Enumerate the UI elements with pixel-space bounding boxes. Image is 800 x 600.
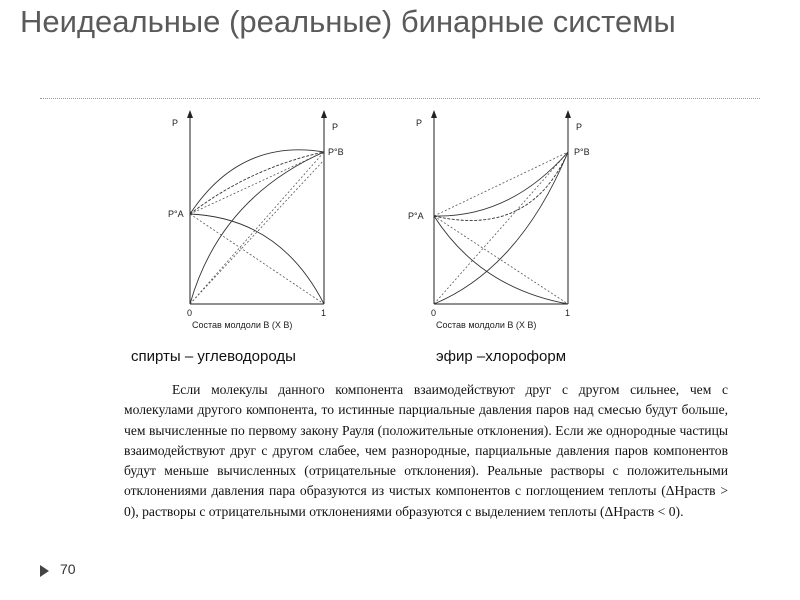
x-tick-start: 0 <box>187 308 193 318</box>
real-total-curve <box>434 152 568 216</box>
caption-right: эфир –хлороформ <box>436 348 567 365</box>
real-total-curve <box>190 150 324 214</box>
x-tick-start: 0 <box>431 308 437 318</box>
slide-title: Неидеальные (реальные) бинарные системы <box>20 4 676 39</box>
ideal-total-line <box>190 152 324 214</box>
ideal-partial-b-line <box>434 152 568 304</box>
y-axis-right-label: P <box>576 122 583 132</box>
y-axis-left-label: P <box>416 118 423 128</box>
pressure-b-label: P°B <box>328 147 344 157</box>
title-divider <box>40 98 760 99</box>
x-tick-end: 1 <box>565 308 571 318</box>
x-axis-label: Состав молдоли B (X B) <box>436 320 537 330</box>
figure-negative-deviation <box>400 108 610 344</box>
left-axis-arrow <box>431 110 437 118</box>
right-axis-arrow <box>565 110 571 118</box>
y-axis-left-label: P <box>172 118 179 128</box>
ideal-partial-b-line <box>190 152 324 304</box>
left-axis-arrow <box>187 110 193 118</box>
slide-number: 70 <box>60 561 76 577</box>
body-paragraph: Если молекулы данного компонента взаимодействуют друг с другом сильнее, чем с молекулами другого компонента, то истинные парциальные давления паров над смесью будут больше, чем вычисленные по первому закону Рауля (положительные отклонения). Если же однородные частицы взаимодействуют друг с другом слабее, чем разнородные, парциальные давления паров компонентов будут меньше вычисленных (отрицательные отклонения). Реальные растворы с положительными отклонениями давления пара образуются из чистых компонентов с поглощением теплоты (ΔHраств > 0), растворы с отрицательными отклонениями образуются с выделением теплоты (ΔHраств < 0). <box>124 382 728 519</box>
pressure-a-label: P°A <box>168 209 184 219</box>
x-axis-label: Состав молдоли B (X B) <box>192 320 293 330</box>
y-axis-right-label: P <box>332 122 339 132</box>
ideal-total-line <box>434 152 568 216</box>
pressure-b-label: P°B <box>574 147 590 157</box>
phase-diagram-right <box>400 108 610 344</box>
pressure-a-label: P°A <box>408 211 424 221</box>
caption-left: спирты – углеводороды <box>131 348 296 365</box>
real-vapor-curve <box>434 152 568 220</box>
right-axis-arrow <box>321 110 327 118</box>
phase-diagram-left <box>160 108 370 344</box>
figure-positive-deviation <box>160 108 370 344</box>
x-tick-end: 1 <box>321 308 327 318</box>
bullet-arrow-icon <box>40 565 49 577</box>
ideal-partial-a-line <box>434 216 568 304</box>
